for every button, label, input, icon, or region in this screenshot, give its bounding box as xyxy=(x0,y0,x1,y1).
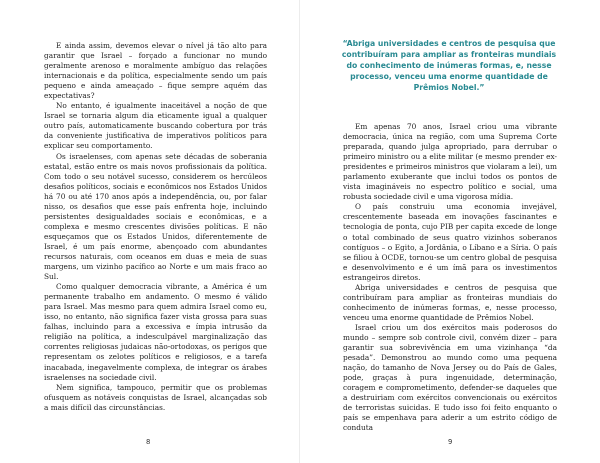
right-paragraph-1: Em apenas 70 anos, Israel criou uma vibrante democracia, única na região, com uma Suprema Corte preparada, quando julga apropriado, para derrubar o primeiro ministro ou a elite militar (e mesmo prender ex-presidentes e primeiros ministros que violaram a lei), um parlamento exuberante que inclui todos os pontos de vista imagináveis no espectro político e social, uma robusta sociedade civil e uma vigorosa mídia. xyxy=(343,122,557,202)
left-paragraph-3: Os israelenses, com apenas sete décadas de soberania estatal, estão entre os mais novos profissionais da política. Com todo o seu notável sucesso, considerem os hercúleos desafios políticos, sociais e econômicos nos Estados Unidos há 70 ou até 170 anos após a independência, ou, por falar nisso, os desafios que esse país enfrenta hoje, incluindo persistentes desigualdades sociais e econômicas, e a complexa e mesmo crescentes divisões políticas. E não esqueçamos que os Estados Unidos, diferentemente de Israel, é um país enorme, abençoado com abundantes recursos naturais, com oceanos em duas e meia de suas margens, um vizinho pacífico ao Norte e um mais fraco ao Sul. xyxy=(44,151,267,282)
page-number-left: 8 xyxy=(146,438,151,446)
right-paragraph-4: Israel criou um dos exércitos mais poderosos do mundo – sempre sob controle civil, convém dizer – para garantir sua sobrevivência em uma vizinhança “da pesada”. Demonstrou ao mundo como uma pequena nação, do tamanho de Nova Jersey ou do País de Gales, pode, graças à pura ingenuidade, determinação, coragem e comprometimento, defender-se daqueles que a destruiriam com exércitos convencionais ou exércitos de terroristas suicidas. E tudo isso foi feito enquanto o país se empenhava para aderir a um estrito código de conduta xyxy=(343,322,557,433)
left-page-body xyxy=(44,41,267,413)
right-paragraph-2: O país construiu uma economia invejável, crescentemente baseada em inovações fascinantes e tecnologia de ponta, cujo PIB per capita excede de longe o total combinado de seus quatro vizinhos soberanos contíguos – o Egito, a Jordânia, o Líbano e a Síria. O país se filiou à OCDE, tornou-se um centro global de pesquisa e desenvolvimento e é um ímã para os investimentos estrangeiros diretos. xyxy=(343,202,557,282)
left-paragraph-1: E ainda assim, devemos elevar o nível já tão alto para garantir que Israel – forçado a funcionar no mundo geralmente arenoso e moralmente ambíguo das relações internacionais e da política, especialmente sendo um país pequeno e ainda ameaçado – fique sempre aquém das expectativas? xyxy=(44,41,267,101)
gutter-divider xyxy=(299,0,300,463)
pull-quote: “Abriga universidades e centros de pesquisa que contribuíram para ampliar as fronteiras mundiais do conhecimento de inúmeras formas, e, nesse processo, venceu uma enorme quantidade de Prêmios Nobel.” xyxy=(341,39,557,92)
right-paragraph-3: Abriga universidades e centros de pesquisa que contribuíram para ampliar as fronteiras mundiais do conhecimento de inúmeras formas, e, nesse processo, venceu uma enorme quantidade de Prêmios Nobel. xyxy=(343,282,557,322)
left-paragraph-4: Como qualquer democracia vibrante, a América é um permanente trabalho em andamento. O mesmo é válido para Israel. Mas mesmo para quem admira Israel como eu, isso, no entanto, não significa fazer vista grossa para suas falhas, incluindo para a excessiva e ímpia intrusão da religião na política, a indesculpável marginalização das correntes religiosas judaicas não-ortodoxas, os perigos que representam os zelotes políticos e religiosos, e a tarefa inacabada, inegavelmente complexa, de integrar os árabes israelenses na sociedade civil. xyxy=(44,282,267,382)
page-number-right: 9 xyxy=(448,438,453,446)
left-paragraph-2: No entanto, é igualmente inaceitável a noção de que Israel se tornaria algum dia eticamente igual a qualquer outro país, automaticamente buscando cobertura por trás da conveniente justificativa de imperativos políticos para explicar seu comportamento. xyxy=(44,101,267,151)
left-paragraph-5: Nem significa, tampouco, permitir que os problemas ofusquem as notáveis conquistas de Israel, alcançadas sob a mais difícil das circunstâncias. xyxy=(44,382,267,412)
right-page-body xyxy=(343,122,557,433)
